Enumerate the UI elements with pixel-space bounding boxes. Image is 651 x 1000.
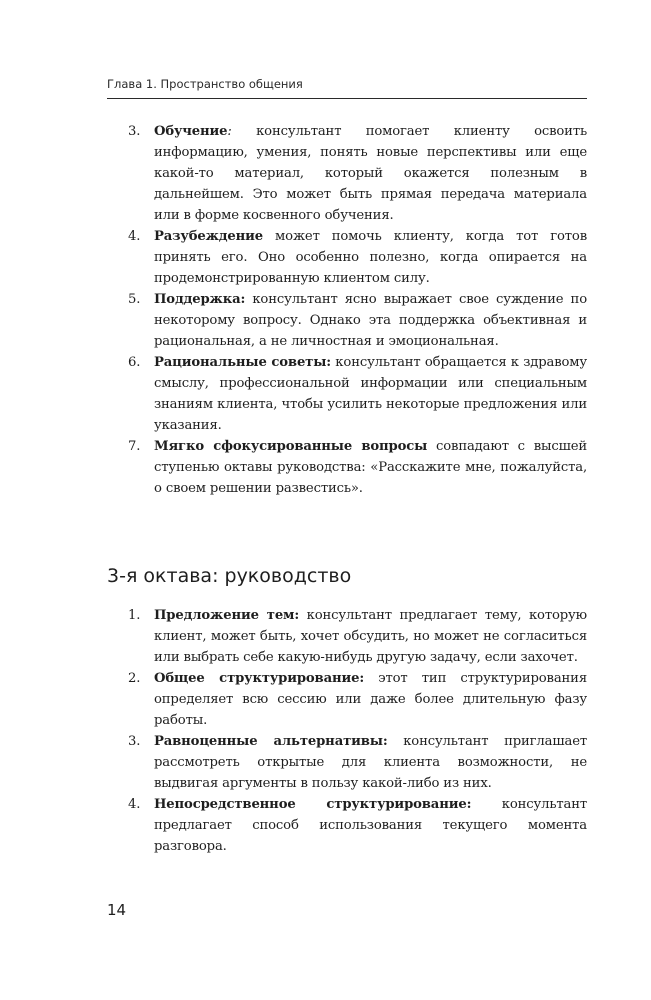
item-term-colon: : (227, 124, 232, 139)
item-number: 1. (128, 608, 141, 623)
page-number: 14 (107, 901, 127, 919)
list-item (128, 731, 587, 794)
list-item (128, 352, 587, 436)
item-text: консультант обращается к здравому смыслу, профессиональной информации или специальным знаниям клиента, чтобы усилить некоторые предложения или указания. (154, 355, 588, 433)
item-number: 4. (128, 797, 141, 812)
list-item (128, 289, 587, 352)
list-item (128, 668, 587, 731)
item-number: 3. (128, 734, 141, 749)
item-number: 6. (128, 355, 141, 370)
item-text: этот тип структурирования определяет всю сессию или даже более длительную фазу работы. (154, 671, 587, 728)
item-term: Мягко сфокусированные вопросы (154, 439, 428, 454)
list-item (128, 226, 587, 289)
item-text: консультант помогает клиенту освоить информацию, умения, понять новые перспективы или еще какой-то материал, который окажется полезным в дальнейшем. Это может быть прямая передача материала или в форме косвенного обучения. (154, 124, 587, 223)
item-term: Равноценные альтернативы: (154, 734, 388, 749)
item-number: 3. (128, 124, 141, 139)
item-number: 4. (128, 229, 141, 244)
list-item (128, 436, 587, 499)
item-text: совпадают с высшей ступенью октавы руководства: «Расскажите мне, пожалуйста, о своем решении развестись». (154, 439, 588, 496)
item-number: 5. (128, 292, 141, 307)
item-term: Поддержка: (154, 292, 246, 307)
item-text: консультант приглашает рассмотреть открытые для клиента возможности, не выдвигая аргументы в пользу какой-либо из них. (154, 734, 587, 791)
list-item (128, 121, 587, 226)
item-term: Предложение тем: (154, 608, 300, 623)
item-text: консультант ясно выражает свое суждение по некоторому вопросу. Однако эта поддержка объективная и рациональная, а не личностная и эмоциональная. (154, 292, 587, 349)
item-text: консультант предлагает тему, которую клиент, может быть, хочет обсудить, но может не согласиться или выбрать себе какую-нибудь другую задачу, если захочет. (154, 608, 588, 665)
section-heading: 3-я октава: руководство (107, 565, 352, 587)
item-number: 2. (128, 671, 141, 686)
item-term: Непосредственное структурирование: (154, 797, 472, 812)
item-term: Обучение (154, 124, 228, 139)
list-third-octave (128, 605, 587, 857)
item-term: Разубеждение (154, 229, 264, 244)
list-item (128, 794, 587, 857)
running-header: Глава 1. Пространство общения (107, 76, 587, 99)
item-text: консультант предлагает способ использования текущего момента разговора. (154, 797, 588, 854)
item-number: 7. (128, 439, 141, 454)
list-item (128, 605, 587, 668)
item-text: может помочь клиенту, когда тот готов принять его. Оно особенно полезно, когда опирается на продемонстрированную клиентом силу. (154, 229, 587, 286)
list-guidance-continued (128, 121, 587, 499)
item-term: Рациональные советы: (154, 355, 331, 370)
item-term: Общее структурирование: (154, 671, 365, 686)
